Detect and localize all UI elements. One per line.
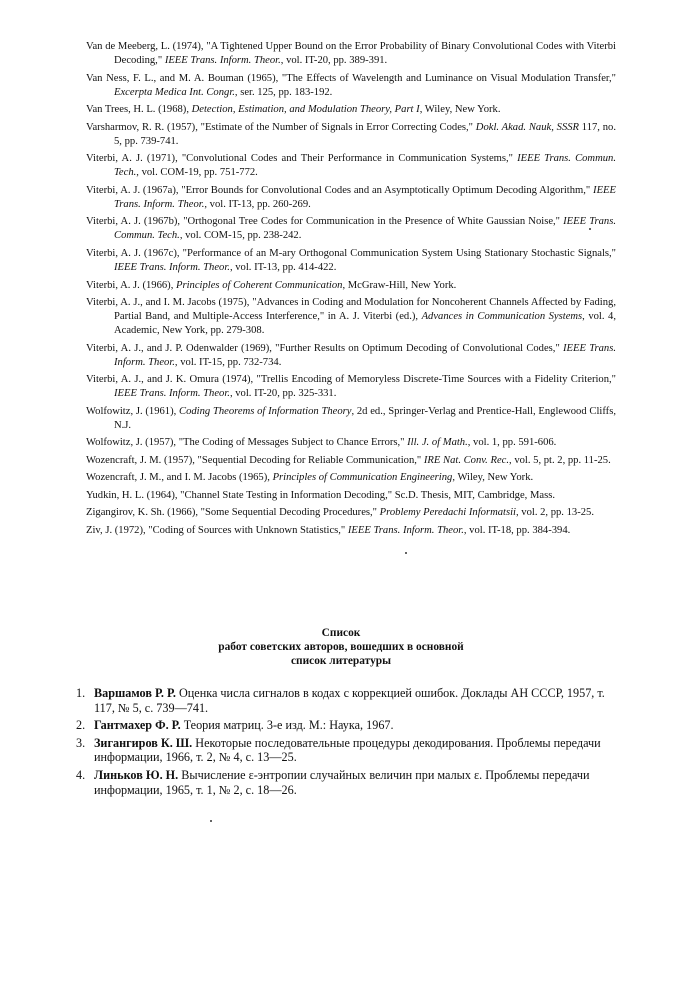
reference-entry: Viterbi, A. J. (1967a), "Error Bounds for Convolutional Codes and an Asymptotically Optimum Decoding Algorithm," IEEE Trans. Inform. Theor., vol. IT-13, pp. 260-269. [86, 184, 616, 210]
reference-entry: Van Trees, H. L. (1968), Detection, Estimation, and Modulation Theory, Part I, Wiley, New York. [86, 104, 501, 116]
reference-entry: Viterbi, A. J., and J. P. Odenwalder (1969), "Further Results on Optimum Decoding of Convolutional Codes," IEEE Trans. Inform. Theor., vol. IT-15, pp. 732-734. [86, 342, 616, 368]
reference-entry: Ziv, J. (1972), "Coding of Sources with Unknown Statistics," IEEE Trans. Inform. Theor., vol. IT-18, pp. 384-394. [86, 524, 571, 536]
reference-entry: Zigangirov, K. Sh. (1966), "Some Sequential Decoding Procedures," Problemy Peredachi Informatsii, vol. 2, pp. 13-25. [86, 507, 594, 519]
section-subtitle: список литературы [290, 655, 392, 667]
reference-entry: Varsharmov, R. R. (1957), "Estimate of the Number of Signals in Error Correcting Codes," Dokl. Akad. Nauk, SSSR 117, no. 5, pp. 739-741. [86, 121, 616, 147]
section-title: Список [321, 627, 361, 639]
reference-entry: Viterbi, A. J., and I. M. Jacobs (1975), "Advances in Coding and Modulation for Noncoherent Channels Affected by Fading, Partial Band, and Multiple-Access Interference," in A. J. Viterbi (ed.), Advances in Communication Systems, vol. 4, Academic, New York, pp. 279-308. [86, 297, 616, 337]
soviet-reference-list [76, 686, 622, 800]
reference-entry: Wolfowitz, J. (1957), "The Coding of Messages Subject to Chance Errors," Ill. J. of Math., vol. 1, pp. 591-606. [86, 437, 557, 449]
reference-entry: Viterbi, A. J. (1967b), "Orthogonal Tree Codes for Communication in the Presence of White Gaussian Noise," IEEE Trans. Commun. Tech., vol. COM-15, pp. 238-242. [86, 216, 616, 242]
reference-entry: Wolfowitz, J. (1961), Coding Theorems of Information Theory, 2d ed., Springer-Verlag and Prentice-Hall, Englewood Cliffs, N.J. [86, 405, 616, 431]
reference-entry: Wozencraft, J. M., and I. M. Jacobs (1965), Principles of Communication Engineering, Wiley, New York. [86, 472, 534, 484]
scan-speck [210, 820, 212, 822]
soviet-reference-entry: 2. Гантмахер Ф. Р. Теория матриц. 3-е изд. М.: Наука, 1967. [76, 718, 394, 733]
soviet-section-heading [0, 626, 682, 668]
section-subtitle: работ советских авторов, вошедших в основной [218, 641, 464, 653]
reference-entry: Viterbi, A. J. (1967c), "Performance of an M-ary Orthogonal Communication System Using Stationary Stochastic Signals," IEEE Trans. Inform. Theor., vol. IT-13, pp. 414-422. [86, 247, 616, 274]
reference-entry: Viterbi, A. J., and J. K. Omura (1974), "Trellis Encoding of Memoryless Discrete-Time Sources with a Fidelity Criterion," IEEE Trans. Inform. Theor., vol. IT-20, pp. 325-331. [86, 374, 616, 400]
scan-speck [589, 228, 591, 230]
soviet-reference-entry: 3. Зигангиров К. Ш. Некоторые последовательные процедуры декодирования. Проблемы передачи информации, 1966, т. 2, № 4, с. 13—25. [76, 735, 601, 765]
reference-entry: Viterbi, A. J. (1971), "Convolutional Codes and Their Performance in Communication Systems," IEEE Trans. Commun. Tech., vol. COM-19, pp. 751-772. [86, 153, 616, 179]
reference-entry: Wozencraft, J. M. (1957), "Sequential Decoding for Reliable Communication," IRE Nat. Conv. Rec., vol. 5, pt. 2, pp. 11-25. [86, 454, 611, 466]
reference-entry: Yudkin, H. L. (1964), "Channel State Testing in Information Decoding," Sc.D. Thesis, MIT, Cambridge, Mass. [86, 489, 555, 501]
soviet-reference-entry: 1. Варшамов Р. Р. Оценка числа сигналов в кодах с коррекцией ошибок. Доклады АН СССР, 1957, т. 117, № 5, с. 739—741. [76, 686, 605, 715]
reference-entry: Viterbi, A. J. (1966), Principles of Coherent Communication, McGraw-Hill, New York. [86, 279, 457, 291]
scan-speck [405, 552, 407, 554]
soviet-reference-entry: 4. Линьков Ю. Н. Вычисление ε-энтропии случайных величин при малых ε. Проблемы передачи информации, 1965, т. 1, № 2, с. 18—26. [76, 767, 590, 797]
reference-entry: Van de Meeberg, L. (1974), "A Tightened Upper Bound on the Error Probability of Binary Convolutional Codes with Viterbi Decoding," IEEE Trans. Inform. Theor., vol. IT-20, pp. 389-391. [86, 41, 616, 67]
reference-entry: Van Ness, F. L., and M. A. Bouman (1965), "The Effects of Wavelength and Luminance on Visual Modulation Transfer," Excerpta Medica Int. Congr., ser. 125, pp. 183-192. [86, 72, 616, 98]
english-reference-list [86, 40, 616, 541]
